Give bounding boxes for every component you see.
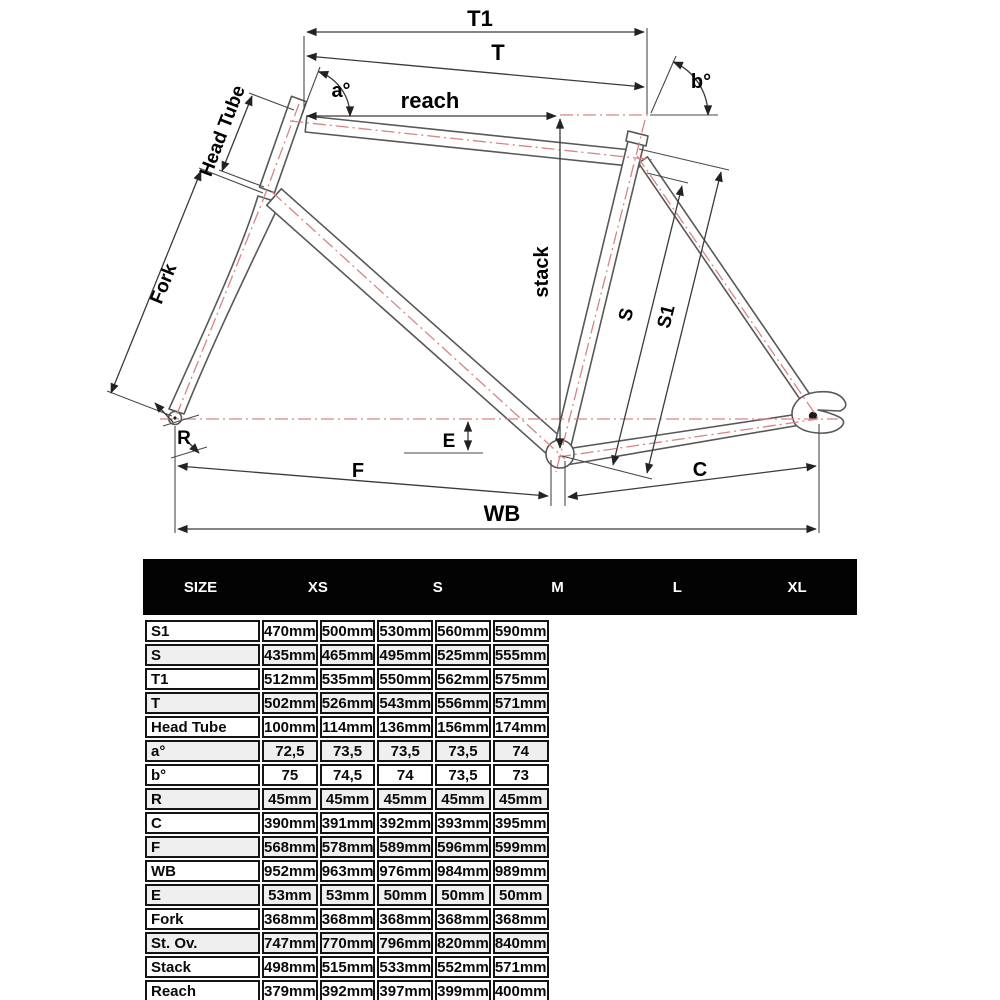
- table-row: [145, 788, 549, 810]
- value-cell: 533mm: [377, 956, 433, 978]
- value-cell: 515mm: [320, 956, 376, 978]
- value-cell: 368mm: [262, 908, 318, 930]
- value-cell: 391mm: [320, 812, 376, 834]
- value-cell: 72,5: [262, 740, 318, 762]
- row-label: T: [145, 692, 260, 714]
- header-cell-xs: XS: [307, 578, 328, 596]
- row-label: F: [145, 836, 260, 858]
- value-cell: 465mm: [320, 644, 376, 666]
- value-cell: 45mm: [377, 788, 433, 810]
- head-tube-label: Head Tube: [195, 82, 250, 180]
- value-cell: 952mm: [262, 860, 318, 882]
- row-label: E: [145, 884, 260, 906]
- value-cell: 390mm: [262, 812, 318, 834]
- value-cell: 530mm: [377, 620, 433, 642]
- value-cell: 174mm: [493, 716, 549, 738]
- value-cell: 100mm: [262, 716, 318, 738]
- value-cell: 502mm: [262, 692, 318, 714]
- row-label: S1: [145, 620, 260, 642]
- table-row: [145, 980, 549, 1000]
- r-label: R: [177, 428, 191, 449]
- seat-tube-shape: [553, 132, 646, 455]
- value-cell: 368mm: [320, 908, 376, 930]
- header-cell-xl: XL: [787, 578, 807, 596]
- table-row: [145, 620, 549, 642]
- table-row: [145, 812, 549, 834]
- value-cell: 73,5: [435, 740, 491, 762]
- value-cell: 368mm: [435, 908, 491, 930]
- c-label: C: [692, 459, 708, 481]
- value-cell: 555mm: [493, 644, 549, 666]
- value-cell: 568mm: [262, 836, 318, 858]
- table-header-row: [143, 559, 857, 615]
- value-cell: 976mm: [377, 860, 433, 882]
- table-row: [145, 908, 549, 930]
- angle-a-label: a°: [331, 80, 351, 102]
- value-cell: 368mm: [493, 908, 549, 930]
- value-cell: 399mm: [435, 980, 491, 1000]
- header-cell-s: S: [432, 578, 443, 596]
- e-label: E: [442, 431, 456, 452]
- value-cell: 75: [262, 764, 318, 786]
- frame-outline: [169, 96, 846, 468]
- row-label: St. Ov.: [145, 932, 260, 954]
- row-label: S: [145, 644, 260, 666]
- value-cell: 392mm: [377, 812, 433, 834]
- stack-label: stack: [531, 246, 553, 298]
- value-cell: 560mm: [435, 620, 491, 642]
- fork-blade: [169, 196, 280, 414]
- value-cell: 599mm: [493, 836, 549, 858]
- value-cell: 435mm: [262, 644, 318, 666]
- value-cell: 589mm: [377, 836, 433, 858]
- value-cell: 512mm: [262, 668, 318, 690]
- value-cell: 379mm: [262, 980, 318, 1000]
- value-cell: 397mm: [377, 980, 433, 1000]
- value-cell: 368mm: [377, 908, 433, 930]
- row-label: WB: [145, 860, 260, 882]
- value-cell: 596mm: [435, 836, 491, 858]
- row-label: b°: [145, 764, 260, 786]
- value-cell: 552mm: [435, 956, 491, 978]
- geometry-table: [143, 559, 857, 1000]
- value-cell: 747mm: [262, 932, 318, 954]
- value-cell: 820mm: [435, 932, 491, 954]
- value-cell: 498mm: [262, 956, 318, 978]
- angle-b-label: b°: [690, 71, 712, 93]
- table-row: [145, 860, 549, 882]
- table-row: [145, 932, 549, 954]
- row-label: Fork: [145, 908, 260, 930]
- value-cell: 74: [493, 740, 549, 762]
- value-cell: 578mm: [320, 836, 376, 858]
- table-row: [145, 884, 549, 906]
- value-cell: 45mm: [493, 788, 549, 810]
- row-label: R: [145, 788, 260, 810]
- value-cell: 45mm: [262, 788, 318, 810]
- value-cell: 50mm: [377, 884, 433, 906]
- value-cell: 495mm: [377, 644, 433, 666]
- value-cell: 136mm: [377, 716, 433, 738]
- table-row: [145, 836, 549, 858]
- row-label: Reach: [145, 980, 260, 1000]
- value-cell: 840mm: [493, 932, 549, 954]
- table-row: [145, 764, 549, 786]
- f-label: F: [351, 460, 365, 482]
- value-cell: 73,5: [320, 740, 376, 762]
- header-cell-size: SIZE: [183, 578, 218, 596]
- value-cell: 53mm: [320, 884, 376, 906]
- table-row: [145, 668, 549, 690]
- value-cell: 525mm: [435, 644, 491, 666]
- value-cell: 45mm: [435, 788, 491, 810]
- value-cell: 45mm: [320, 788, 376, 810]
- value-cell: 470mm: [262, 620, 318, 642]
- value-cell: 156mm: [435, 716, 491, 738]
- value-cell: 50mm: [435, 884, 491, 906]
- value-cell: 73,5: [377, 740, 433, 762]
- row-label: Head Tube: [145, 716, 260, 738]
- table-row: [145, 692, 549, 714]
- table-body: [143, 618, 551, 1000]
- front-axle-dot: [173, 416, 176, 419]
- value-cell: 500mm: [320, 620, 376, 642]
- value-cell: 74: [377, 764, 433, 786]
- value-cell: 963mm: [320, 860, 376, 882]
- value-cell: 73,5: [435, 764, 491, 786]
- row-label: C: [145, 812, 260, 834]
- header-cell-l: L: [672, 578, 682, 596]
- value-cell: 562mm: [435, 668, 491, 690]
- t-label: T: [491, 40, 505, 65]
- value-cell: 526mm: [320, 692, 376, 714]
- extension-lines: [107, 28, 819, 533]
- value-cell: 74,5: [320, 764, 376, 786]
- reach-label: reach: [400, 88, 460, 113]
- value-cell: 556mm: [435, 692, 491, 714]
- value-cell: 543mm: [377, 692, 433, 714]
- value-cell: 770mm: [320, 932, 376, 954]
- value-cell: 392mm: [320, 980, 376, 1000]
- table-row: [145, 740, 549, 762]
- table-row: [145, 644, 549, 666]
- value-cell: 535mm: [320, 668, 376, 690]
- value-cell: 984mm: [435, 860, 491, 882]
- wb-label: WB: [483, 501, 521, 526]
- table-row: [145, 956, 549, 978]
- value-cell: 571mm: [493, 956, 549, 978]
- value-cell: 114mm: [320, 716, 376, 738]
- header-cell-m: M: [551, 578, 564, 596]
- value-cell: 590mm: [493, 620, 549, 642]
- row-label: T1: [145, 668, 260, 690]
- value-cell: 393mm: [435, 812, 491, 834]
- s1-label: S1: [653, 302, 680, 331]
- table-row: [145, 716, 549, 738]
- value-cell: 989mm: [493, 860, 549, 882]
- value-cell: 73: [493, 764, 549, 786]
- value-cell: 796mm: [377, 932, 433, 954]
- fork-label: Fork: [146, 260, 182, 307]
- dimension-lines: [111, 32, 816, 529]
- value-cell: 395mm: [493, 812, 549, 834]
- row-label: Stack: [145, 956, 260, 978]
- value-cell: 571mm: [493, 692, 549, 714]
- row-label: a°: [145, 740, 260, 762]
- top-tube: [305, 116, 641, 167]
- t1-label: T1: [467, 6, 493, 31]
- s-label: S: [614, 305, 639, 324]
- value-cell: 53mm: [262, 884, 318, 906]
- value-cell: 575mm: [493, 668, 549, 690]
- t-dim: [307, 56, 644, 87]
- seat-stay: [639, 157, 821, 416]
- head-tube-shape: [260, 96, 307, 192]
- value-cell: 50mm: [493, 884, 549, 906]
- value-cell: 400mm: [493, 980, 549, 1000]
- value-cell: 550mm: [377, 668, 433, 690]
